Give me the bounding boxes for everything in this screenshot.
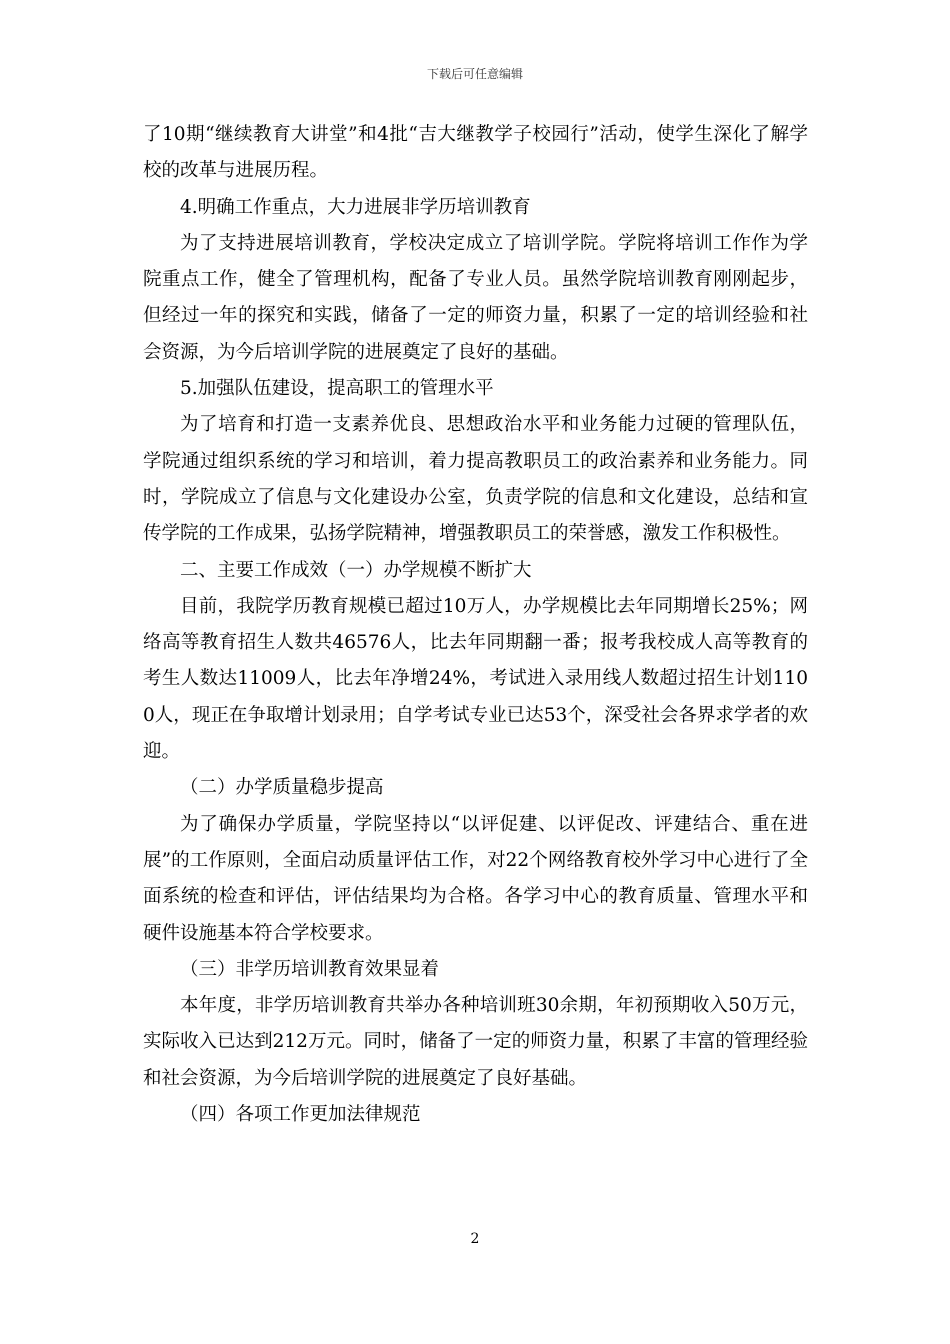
paragraph: 为了支持进展培训教育，学校决定成立了培训学院。学院将培训工作作为学院重点工作，健全了管理机构，配备了专业人员。虽然学院培训教育刚刚起步，但经过一年的探究和实践，储备了一定的师资力量，积累了一定的培训经验和社会资源，为今后培训学院的进展奠定了良好的基础。: [143, 232, 808, 363]
paragraph: 为了培育和打造一支素养优良、思想政治水平和业务能力过硬的管理队伍，学院通过组织系统的学习和培训，着力提高教职员工的政治素养和业务能力。同时，学院成立了信息与文化建设办公室，负责学院的信息和文化建设，总结和宣传学院的工作成果，弘扬学院精神，增强教职员工的荣誉感，激发工作积极性。: [143, 414, 808, 545]
page-number: 2: [470, 1231, 480, 1247]
section-heading: （四）各项工作更加法律规范: [180, 1104, 421, 1126]
section-heading: 二、主要工作成效（一）办学规模不断扩大: [180, 559, 532, 581]
section-heading: 4.明确工作重点，大力进展非学历培训教育: [180, 196, 531, 218]
paragraph: 了10期“继续教育大讲堂”和4批“吉大继教学子校园行”活动，使学生深化了解学校的改革与进展历程。: [143, 124, 808, 182]
paragraph: 目前，我院学历教育规模已超过10万人，办学规模比去年同期增长25%；网络高等教育招生人数共46576人，比去年同期翻一番；报考我校成人高等教育的考生人数达11009人，比去年净增24%，考试进入录用线人数超过招生计划1100人，现正在争取增计划录用；自学考试专业已达53个，深受社会各界求学者的欢迎。: [143, 595, 808, 763]
paragraph: 本年度，非学历培训教育共举办各种培训班30余期，年初预期收入50万元，实际收入已达到212万元。同时，储备了一定的师资力量，积累了丰富的管理经验和社会资源，为今后培训学院的进展奠定了良好基础。: [143, 995, 808, 1089]
page-header: 下载后可任意编辑: [426, 67, 523, 81]
paragraph: 为了确保办学质量，学院坚持以“以评促建、以评促改、评建结合、重在进展”的工作原则，全面启动质量评估工作，对22个网络教育校外学习中心进行了全面系统的检查和评估，评估结果均为合格。各学习中心的教育质量、管理水平和硬件设施基本符合学校要求。: [143, 813, 808, 944]
section-heading: 5.加强队伍建设，提高职工的管理水平: [180, 378, 494, 400]
section-heading: （三）非学历培训教育效果显着: [180, 958, 440, 980]
section-heading: （二）办学质量稳步提高: [180, 777, 384, 799]
document-body: [143, 117, 808, 1133]
